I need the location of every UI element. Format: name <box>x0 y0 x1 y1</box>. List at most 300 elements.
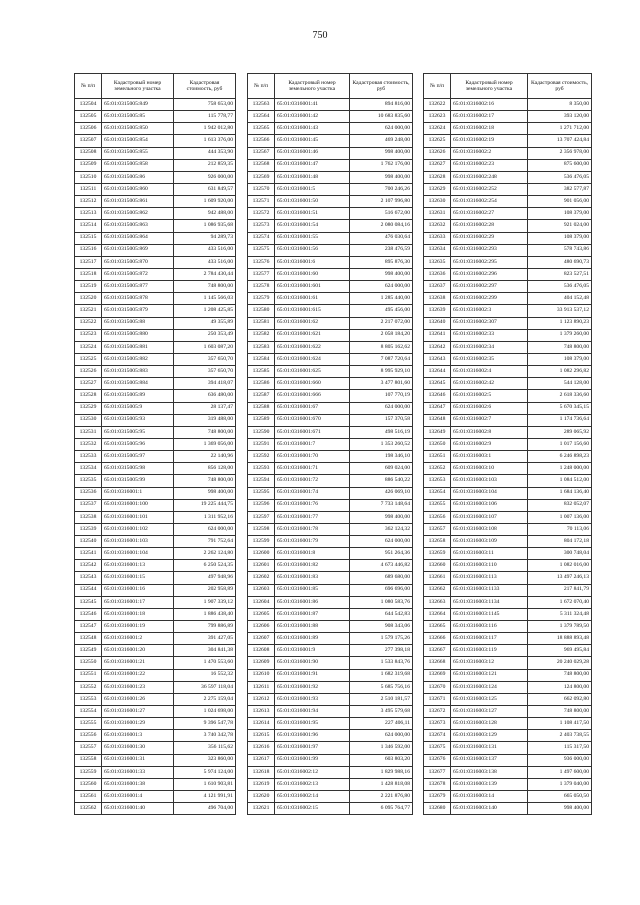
row-number: 132586 <box>248 378 275 390</box>
cadastral-number: 65:01:0316001:671 <box>275 426 350 438</box>
cadastral-cost: 886 540,22 <box>350 475 413 487</box>
row-number: 132659 <box>424 548 451 560</box>
table-row <box>75 414 236 426</box>
cadastral-number: 65:01:0316003:121 <box>451 669 528 681</box>
row-number: 132607 <box>248 633 275 645</box>
cadastral-number: 65:01:0316002:12 <box>275 766 350 778</box>
row-number: 132570 <box>248 183 275 195</box>
table-row <box>248 378 413 390</box>
cadastral-cost: 544 128,00 <box>528 378 592 390</box>
table-row <box>248 256 413 268</box>
row-number: 132523 <box>75 329 102 341</box>
row-number: 132556 <box>75 730 102 742</box>
cadastral-number: 65:01:0316003:104 <box>451 487 528 499</box>
table-row <box>424 706 592 718</box>
row-number: 132549 <box>75 645 102 657</box>
cadastral-number: 65:01:0316001:41 <box>275 99 350 111</box>
table-row <box>424 402 592 414</box>
row-number: 132588 <box>248 402 275 414</box>
cadastral-cost: 5 670 345,15 <box>528 402 592 414</box>
row-number: 132604 <box>248 596 275 608</box>
row-number: 132585 <box>248 366 275 378</box>
row-number: 132560 <box>75 778 102 790</box>
row-number: 132506 <box>75 123 102 135</box>
cadastral-cost: 6 095 764,77 <box>350 803 413 815</box>
table-row <box>248 633 413 645</box>
table-row <box>424 244 592 256</box>
cadastral-number: 65:01:0315005:862 <box>102 208 174 220</box>
row-number: 132644 <box>424 366 451 378</box>
cadastral-cost: 107 770,19 <box>350 390 413 402</box>
row-number: 132534 <box>75 463 102 475</box>
row-number: 132603 <box>248 584 275 596</box>
cadastral-cost: 212 859,35 <box>174 159 236 171</box>
table-row <box>424 645 592 657</box>
cadastral-number: 65:01:0316001:9 <box>275 645 350 657</box>
cadastral-cost: 5 311 324,48 <box>528 608 592 620</box>
cadastral-number: 65:01:0316001:60 <box>275 268 350 280</box>
cadastral-number: 65:01:0316002:9 <box>451 438 528 450</box>
cadastral-cost: 624 000,00 <box>350 402 413 414</box>
table-row <box>75 608 236 620</box>
row-number: 132528 <box>75 390 102 402</box>
cadastral-cost: 426 069,10 <box>350 487 413 499</box>
cadastral-cost: 748 800,00 <box>174 426 236 438</box>
cadastral-cost: 304 841,38 <box>174 645 236 657</box>
cadastral-cost: 22 140,96 <box>174 451 236 463</box>
cadastral-number: 65:01:0316001:103 <box>102 536 174 548</box>
table-row <box>75 778 236 790</box>
cadastral-cost: 108 379,00 <box>528 353 592 365</box>
table-row <box>248 706 413 718</box>
cadastral-number: 65:01:0316001:8 <box>275 548 350 560</box>
cadastral-cost: 516 672,00 <box>350 208 413 220</box>
cadastral-cost: 804 172,18 <box>528 536 592 548</box>
cadastral-cost: 1 682 319,68 <box>350 669 413 681</box>
cadastral-cost: 1 082 016,00 <box>528 560 592 572</box>
row-number: 132662 <box>424 584 451 596</box>
row-number: 132667 <box>424 645 451 657</box>
cadastral-number: 65:01:0316003:137 <box>451 754 528 766</box>
cadastral-cost: 289 065,92 <box>528 426 592 438</box>
table-row <box>75 123 236 135</box>
cadastral-cost: 624 000,00 <box>350 536 413 548</box>
cadastral-cost: 433 516,00 <box>174 244 236 256</box>
cadastral-number: 65:01:0315005:878 <box>102 293 174 305</box>
cadastral-number: 65:01:0315005:880 <box>102 329 174 341</box>
table-row <box>75 475 236 487</box>
table-row <box>424 451 592 463</box>
row-number: 132543 <box>75 572 102 584</box>
cadastral-number: 65:01:0316002:8 <box>451 426 528 438</box>
table-row <box>75 196 236 208</box>
cadastral-cost: 1 379 260,00 <box>528 329 592 341</box>
cadastral-cost: 1 603 087,20 <box>174 341 236 353</box>
cadastral-number: 65:01:0315005:849 <box>102 99 174 111</box>
table-row <box>248 305 413 317</box>
table-row <box>424 584 592 596</box>
cadastral-cost: 1 346 592,00 <box>350 742 413 754</box>
cadastral-cost: 2 107 996,80 <box>350 196 413 208</box>
cadastral-number: 65:01:0316003:110 <box>451 560 528 572</box>
header-cadastral-cost: Кадастровая стоимость, руб <box>174 74 236 99</box>
cadastral-number: 65:01:0316003:10 <box>451 463 528 475</box>
cadastral-number: 65:01:0316001:43 <box>275 123 350 135</box>
cadastral-number: 65:01:0316002:252 <box>451 183 528 195</box>
table-row <box>424 111 592 123</box>
row-number: 132562 <box>75 803 102 815</box>
cadastral-cost: 6 250 524,35 <box>174 560 236 572</box>
table-row <box>248 111 413 123</box>
cadastral-number: 65:01:0316001:51 <box>275 208 350 220</box>
cadastral-number: 65:01:0316001:94 <box>275 706 350 718</box>
cadastral-cost: 921 024,00 <box>528 220 592 232</box>
cadastral-number: 65:01:0316003:128 <box>451 718 528 730</box>
table-row <box>424 220 592 232</box>
table-row <box>424 536 592 548</box>
cadastral-cost: 300 748,04 <box>528 548 592 560</box>
row-number: 132609 <box>248 657 275 669</box>
cadastral-number: 65:01:0316001:99 <box>275 754 350 766</box>
cadastral-cost: 277 398,18 <box>350 645 413 657</box>
row-number: 132646 <box>424 390 451 402</box>
cadastral-number: 65:01:0316001:85 <box>275 584 350 596</box>
cadastral-number: 65:01:0315005:99 <box>102 475 174 487</box>
table-row <box>75 718 236 730</box>
cadastral-number: 65:01:0316001:624 <box>275 353 350 365</box>
table-row <box>248 657 413 669</box>
row-number: 132596 <box>248 499 275 511</box>
cadastral-number: 65:01:0316001:13 <box>102 560 174 572</box>
table-row <box>424 426 592 438</box>
cadastral-cost: 1 086 935,68 <box>174 220 236 232</box>
cadastral-cost: 1 942 012,80 <box>174 123 236 135</box>
cadastral-cost: 942 488,00 <box>174 208 236 220</box>
cadastral-cost: 1 829 988,16 <box>350 766 413 778</box>
cadastral-number: 65:01:0316002:27 <box>451 208 528 220</box>
row-number: 132567 <box>248 147 275 159</box>
table-row <box>424 560 592 572</box>
table-row <box>248 232 413 244</box>
cadastral-cost: 319 488,00 <box>174 414 236 426</box>
table-row <box>424 281 592 293</box>
table-row <box>424 208 592 220</box>
row-number: 132524 <box>75 341 102 353</box>
row-number: 132517 <box>75 256 102 268</box>
table-row <box>75 147 236 159</box>
row-number: 132504 <box>75 99 102 111</box>
cadastral-cost: 8 805 162,62 <box>350 341 413 353</box>
row-number: 132571 <box>248 196 275 208</box>
cadastral-cost: 926 000,00 <box>174 171 236 183</box>
cadastral-cost: 2 217 072,00 <box>350 317 413 329</box>
cadastral-cost: 1 248 000,00 <box>528 463 592 475</box>
page-number: 750 <box>312 30 328 41</box>
cadastral-cost: 4 673 446,82 <box>350 560 413 572</box>
cadastral-cost: 1 762 176,00 <box>350 159 413 171</box>
cadastral-number: 65:01:0316001:90 <box>275 657 350 669</box>
table-row <box>248 293 413 305</box>
row-number: 132645 <box>424 378 451 390</box>
cadastral-cost: 1 123 890,23 <box>528 317 592 329</box>
row-number: 132665 <box>424 621 451 633</box>
cadastral-cost: 20 240 029,28 <box>528 657 592 669</box>
cadastral-number: 65:01:0315005:870 <box>102 256 174 268</box>
cadastral-number: 65:01:0316003:138 <box>451 766 528 778</box>
row-number: 132511 <box>75 183 102 195</box>
cadastral-cost: 2 262 124,80 <box>174 548 236 560</box>
table-row <box>248 584 413 596</box>
cadastral-cost: 1 007 136,00 <box>528 511 592 523</box>
cadastral-cost: 1 609 920,00 <box>174 196 236 208</box>
cadastral-cost: 238 476,59 <box>350 244 413 256</box>
cadastral-number: 65:01:0316002:28 <box>451 220 528 232</box>
cadastral-number: 65:01:0316001:91 <box>275 669 350 681</box>
cadastral-number: 65:01:0316001:50 <box>275 196 350 208</box>
row-number: 132525 <box>75 353 102 365</box>
cadastral-cost: 832 052,07 <box>528 499 592 511</box>
cadastral-number: 65:01:0316003:131 <box>451 742 528 754</box>
row-number: 132623 <box>424 111 451 123</box>
table-row <box>424 742 592 754</box>
table-row <box>75 366 236 378</box>
table-row <box>248 366 413 378</box>
table-row <box>424 329 592 341</box>
table-row <box>248 572 413 584</box>
table-row <box>75 621 236 633</box>
table-row <box>248 268 413 280</box>
row-number: 132590 <box>248 426 275 438</box>
table-row <box>75 584 236 596</box>
cadastral-number: 65:01:0316001:54 <box>275 220 350 232</box>
row-number: 132541 <box>75 548 102 560</box>
cadastral-number: 65:01:0316002:23 <box>451 159 528 171</box>
cadastral-number: 65:01:0316002:296 <box>451 268 528 280</box>
row-number: 132508 <box>75 147 102 159</box>
table-row <box>424 669 592 681</box>
row-number: 132581 <box>248 317 275 329</box>
cadastral-number: 65:01:0316001:15 <box>102 572 174 584</box>
row-number: 132521 <box>75 305 102 317</box>
cadastral-cost: 7 087 720,64 <box>350 353 413 365</box>
cadastral-number: 65:01:0316003:117 <box>451 633 528 645</box>
cadastral-number: 65:01:0316001:601 <box>275 281 350 293</box>
table-row <box>424 511 592 523</box>
row-number: 132627 <box>424 159 451 171</box>
table-row <box>248 499 413 511</box>
table-row <box>75 317 236 329</box>
table-row <box>424 778 592 790</box>
row-number: 132608 <box>248 645 275 657</box>
cadastral-number: 65:01:0316001:79 <box>275 536 350 548</box>
cadastral-number: 65:01:0316001:101 <box>102 511 174 523</box>
table-row <box>248 135 413 147</box>
row-number: 132597 <box>248 511 275 523</box>
row-number: 132529 <box>75 402 102 414</box>
cadastral-number: 65:01:0316002:34 <box>451 341 528 353</box>
cadastral-number: 65:01:0316001:16 <box>102 584 174 596</box>
cadastral-cost: 631 849,57 <box>174 183 236 195</box>
header-cadastral-cost: Кадастровая стоимость, руб <box>350 74 413 99</box>
cadastral-cost: 495 456,00 <box>350 305 413 317</box>
row-number: 132591 <box>248 438 275 450</box>
row-number: 132661 <box>424 572 451 584</box>
cadastral-number: 65:01:0316001:76 <box>275 499 350 511</box>
cadastral-number: 65:01:0316003:139 <box>451 778 528 790</box>
row-number: 132613 <box>248 706 275 718</box>
table-row <box>424 317 592 329</box>
row-number: 132539 <box>75 523 102 535</box>
row-number: 132640 <box>424 317 451 329</box>
row-number: 132677 <box>424 766 451 778</box>
cadastral-cost: 8 350,00 <box>528 99 592 111</box>
cadastral-number: 65:01:0315005:882 <box>102 353 174 365</box>
table-row <box>248 560 413 572</box>
table-row <box>424 147 592 159</box>
cadastral-number: 65:01:0316003:109 <box>451 536 528 548</box>
cadastral-number: 65:01:0315005:855 <box>102 147 174 159</box>
cadastral-cost: 1 145 566,03 <box>174 293 236 305</box>
cadastral-cost: 823 527,51 <box>528 268 592 280</box>
table-row <box>75 111 236 123</box>
row-number: 132574 <box>248 232 275 244</box>
header-number: № п/п <box>424 74 451 99</box>
row-number: 132624 <box>424 123 451 135</box>
cadastral-number: 65:01:0316002:297 <box>451 281 528 293</box>
table-row <box>75 645 236 657</box>
row-number: 132648 <box>424 414 451 426</box>
cadastral-cost: 895 876,30 <box>350 256 413 268</box>
cadastral-number: 65:01:0315005:854 <box>102 135 174 147</box>
row-number: 132577 <box>248 268 275 280</box>
cadastral-number: 65:01:0316001:5 <box>275 183 350 195</box>
row-number: 132584 <box>248 353 275 365</box>
cadastral-cost: 748 800,00 <box>174 475 236 487</box>
row-number: 132530 <box>75 414 102 426</box>
cadastral-number: 65:01:0316001:666 <box>275 390 350 402</box>
cadastral-number: 65:01:0315005:877 <box>102 281 174 293</box>
table-row <box>75 402 236 414</box>
cadastral-number: 65:01:0316002:2 <box>451 147 528 159</box>
cadastral-number: 65:01:0316001:3 <box>102 730 174 742</box>
table-row <box>75 742 236 754</box>
cadastral-cost: 2 403 738,55 <box>528 730 592 742</box>
table-row <box>248 645 413 657</box>
table-row <box>248 159 413 171</box>
cadastral-cost: 1 533 843,76 <box>350 657 413 669</box>
cadastral-cost: 2 356 978,00 <box>528 147 592 159</box>
cadastral-number: 65:01:0316001:40 <box>102 803 174 815</box>
row-number: 132554 <box>75 706 102 718</box>
cadastral-number: 65:01:0316003:103 <box>451 475 528 487</box>
row-number: 132641 <box>424 329 451 341</box>
cadastral-cost: 8 995 929,10 <box>350 366 413 378</box>
cadastral-cost: 758 653,00 <box>174 99 236 111</box>
cadastral-number: 65:01:0316001:46 <box>275 147 350 159</box>
cadastral-number: 65:01:0316001:23 <box>102 681 174 693</box>
row-number: 132551 <box>75 669 102 681</box>
row-number: 132526 <box>75 366 102 378</box>
row-number: 132558 <box>75 754 102 766</box>
cadastral-number: 65:01:0316001:47 <box>275 159 350 171</box>
row-number: 132563 <box>248 99 275 111</box>
table-row <box>248 281 413 293</box>
cadastral-cost: 748 800,00 <box>174 281 236 293</box>
cadastral-number: 65:01:0316003:1 <box>451 451 528 463</box>
cadastral-cost: 404 152,48 <box>528 293 592 305</box>
table-row <box>424 693 592 705</box>
cadastral-number: 65:01:0315005:85 <box>102 111 174 123</box>
row-number: 132552 <box>75 681 102 693</box>
cadastral-cost: 357 650,70 <box>174 353 236 365</box>
cadastral-number: 65:01:0316003:119 <box>451 645 528 657</box>
table-row <box>424 463 592 475</box>
table-row <box>424 475 592 487</box>
cadastral-number: 65:01:0316001:45 <box>275 135 350 147</box>
row-number: 132557 <box>75 742 102 754</box>
cadastral-number: 65:01:0315005:861 <box>102 196 174 208</box>
cadastral-number: 65:01:0316001:92 <box>275 681 350 693</box>
cadastral-number: 65:01:0316002:4 <box>451 366 528 378</box>
table-row <box>248 475 413 487</box>
cadastral-cost: 498 516,19 <box>350 426 413 438</box>
cadastral-number: 65:01:0316001:31 <box>102 754 174 766</box>
cadastral-cost: 227 406,11 <box>350 718 413 730</box>
row-number: 132545 <box>75 596 102 608</box>
row-number: 132533 <box>75 451 102 463</box>
cadastral-cost: 1 684 136,40 <box>528 487 592 499</box>
table-row <box>424 803 592 815</box>
cadastral-number: 65:01:0316003:124 <box>451 681 528 693</box>
row-number: 132639 <box>424 305 451 317</box>
table-row <box>75 596 236 608</box>
cadastral-cost: 1 579 175,26 <box>350 633 413 645</box>
table-row <box>75 487 236 499</box>
table-row <box>75 183 236 195</box>
cadastral-number: 65:01:0315005:864 <box>102 232 174 244</box>
table-row <box>75 633 236 645</box>
row-number: 132555 <box>75 718 102 730</box>
cadastral-number: 65:01:0316001:78 <box>275 523 350 535</box>
cadastral-cost: 1 017 156,60 <box>528 438 592 450</box>
cadastral-number: 65:01:0316001:89 <box>275 633 350 645</box>
table-row <box>248 147 413 159</box>
row-number: 132587 <box>248 390 275 402</box>
table-row <box>424 341 592 353</box>
table-row <box>424 766 592 778</box>
cadastral-cost: 603 803,20 <box>350 754 413 766</box>
table-row <box>424 438 592 450</box>
cadastral-number: 65:01:0316001:615 <box>275 305 350 317</box>
cadastral-number: 65:01:0316002:7 <box>451 414 528 426</box>
row-number: 132576 <box>248 256 275 268</box>
row-number: 132510 <box>75 171 102 183</box>
cadastral-number: 65:01:0315005:9 <box>102 402 174 414</box>
cadastral-cost: 901 056,00 <box>528 196 592 208</box>
table-row <box>424 487 592 499</box>
cadastral-number: 65:01:0316001:96 <box>275 730 350 742</box>
row-number: 132675 <box>424 742 451 754</box>
row-number: 132679 <box>424 791 451 803</box>
cadastral-number: 65:01:0316001:82 <box>275 560 350 572</box>
table-row <box>248 693 413 705</box>
cadastral-cost: 624 000,00 <box>350 281 413 293</box>
table-row <box>424 353 592 365</box>
table-row <box>75 548 236 560</box>
table-row <box>248 803 413 815</box>
cadastral-cost: 969 495,84 <box>528 645 592 657</box>
row-number: 132600 <box>248 548 275 560</box>
